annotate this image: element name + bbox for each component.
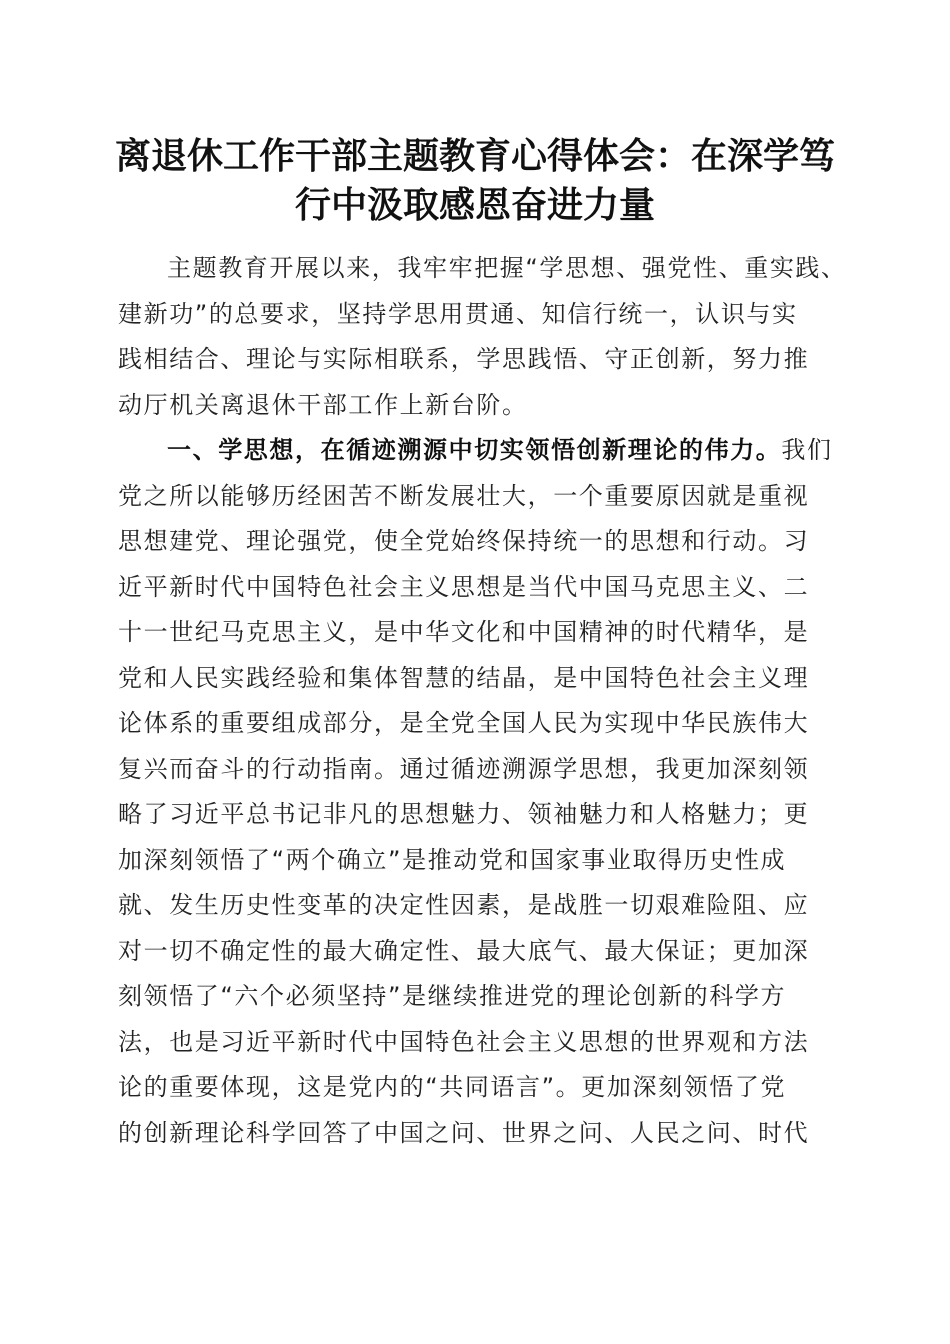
text-line: 思想建党、理论强党，使全党始终保持统一的思想和行动。习 — [118, 527, 810, 555]
text-line: 略了习近平总书记非凡的思想魅力、领袖魅力和人格魅力；更 — [118, 800, 810, 828]
text-line: 主题教育开展以来，我牢牢把握“学思想、强党性、重实践、 — [167, 254, 847, 282]
text-line: 践相结合、理论与实际相联系，学思践悟、守正创新，努力推 — [118, 345, 810, 373]
section-1-first-line — [118, 428, 838, 474]
text-line: 十一世纪马克思主义，是中华文化和中国精神的时代精华，是 — [118, 618, 810, 646]
text-line: 复兴而奋斗的行动指南。通过循迹溯源学思想，我更加深刻领 — [118, 754, 810, 783]
text-line: 的创新理论科学回答了中国之问、世界之问、人民之问、时代 — [118, 1118, 810, 1147]
document-title — [100, 132, 850, 230]
text-line: 加深刻领悟了“两个确立”是推动党和国家事业取得历史性成 — [118, 845, 787, 874]
text-line: 法，也是习近平新时代中国特色社会主义思想的世界观和方法 — [118, 1027, 810, 1056]
section-1-paragraph — [118, 428, 838, 1156]
text-line: 论的重要体现，这是党内的“共同语言”。更加深刻领悟了党 — [118, 1073, 787, 1101]
text-line: 刻领悟了“六个必须坚持”是继续推进党的理论创新的科学方 — [118, 982, 787, 1010]
text-line: 动厅机关离退休干部工作上新台阶。 — [118, 390, 528, 419]
text-line: 就、发生历史性变革的决定性因素，是战胜一切艰难险阻、应 — [118, 891, 810, 919]
text-line: 党和人民实践经验和集体智慧的结晶，是中国特色社会主义理 — [118, 663, 810, 692]
text-line: 对一切不确定性的最大确定性、最大底气、最大保证；更加深 — [118, 936, 810, 965]
text-line: 党之所以能够历经困苦不断发展壮大，一个重要原因就是重视 — [118, 481, 810, 510]
text-line: 近平新时代中国特色社会主义思想是当代中国马克思主义、二 — [118, 572, 810, 601]
text-line: 建新功”的总要求，坚持学思用贯通、知信行统一，认识与实 — [118, 299, 798, 328]
section-1-heading: 一、学思想，在循迹溯源中切实领悟创新理论的伟力。 — [167, 436, 782, 464]
section-1-first-line-tail: 我们 — [781, 436, 833, 464]
document-body — [118, 246, 847, 1156]
title-line-1: 离退休工作干部主题教育心得体会：在深学笃 — [114, 135, 835, 177]
title-line-2: 行中汲取感恩奋进力量 — [294, 184, 655, 226]
text-line: 论体系的重要组成部分，是全党全国人民为实现中华民族伟大 — [118, 709, 810, 737]
intro-paragraph — [118, 246, 847, 428]
